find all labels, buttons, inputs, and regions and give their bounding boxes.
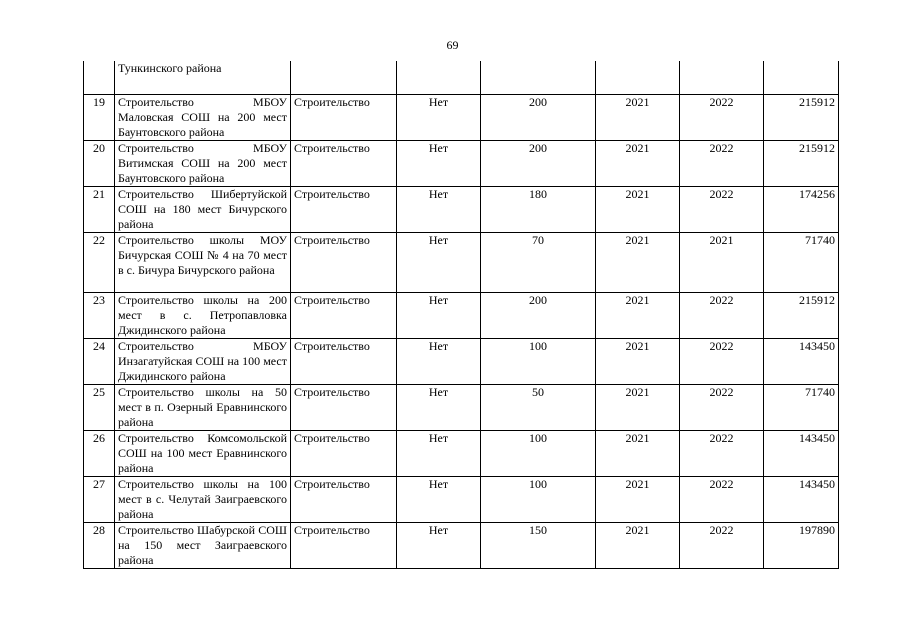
cell-capacity: 100 bbox=[481, 338, 596, 384]
cell-cost: 143450 bbox=[764, 338, 839, 384]
cell-name: Строительство школы МОУ Бичурская СОШ № 4 на 70 мест в с. Бичура Бичурского района bbox=[115, 232, 291, 292]
cell-end-year: 2022 bbox=[680, 292, 764, 338]
cell-start-year: 2021 bbox=[596, 476, 680, 522]
cell-start-year: 2021 bbox=[596, 186, 680, 232]
cell-flag bbox=[397, 61, 481, 94]
cell-start-year: 2021 bbox=[596, 384, 680, 430]
cell-name: Строительство МБОУ Витимская СОШ на 200 мест Баунтовского района bbox=[115, 140, 291, 186]
cell-num: 20 bbox=[84, 140, 115, 186]
cell-capacity: 50 bbox=[481, 384, 596, 430]
cell-end-year: 2022 bbox=[680, 338, 764, 384]
cell-flag: Нет bbox=[397, 430, 481, 476]
cell-end-year: 2021 bbox=[680, 232, 764, 292]
cell-cost: 143450 bbox=[764, 476, 839, 522]
cell-cost: 71740 bbox=[764, 384, 839, 430]
cell-flag: Нет bbox=[397, 384, 481, 430]
cell-num: 27 bbox=[84, 476, 115, 522]
cell-cost: 197890 bbox=[764, 522, 839, 568]
cell-capacity: 70 bbox=[481, 232, 596, 292]
cell-start-year bbox=[596, 61, 680, 94]
cell-type: Строительство bbox=[291, 186, 397, 232]
cell-cost bbox=[764, 61, 839, 94]
cell-capacity: 200 bbox=[481, 292, 596, 338]
table-row bbox=[84, 430, 839, 476]
cell-name: Строительство МБОУ Маловская СОШ на 200 мест Баунтовского района bbox=[115, 94, 291, 140]
cell-type: Строительство bbox=[291, 338, 397, 384]
cell-cost: 143450 bbox=[764, 430, 839, 476]
cell-end-year bbox=[680, 61, 764, 94]
cell-end-year: 2022 bbox=[680, 186, 764, 232]
cell-num: 21 bbox=[84, 186, 115, 232]
cell-cost: 215912 bbox=[764, 94, 839, 140]
cell-type bbox=[291, 61, 397, 94]
cell-start-year: 2021 bbox=[596, 94, 680, 140]
cell-name: Строительство школы на 100 мест в с. Челутай Заиграевского района bbox=[115, 476, 291, 522]
table-row bbox=[84, 94, 839, 140]
cell-capacity bbox=[481, 61, 596, 94]
cell-cost: 71740 bbox=[764, 232, 839, 292]
table-row bbox=[84, 232, 839, 292]
construction-table bbox=[83, 61, 839, 569]
table-row bbox=[84, 384, 839, 430]
table-row bbox=[84, 140, 839, 186]
cell-num: 28 bbox=[84, 522, 115, 568]
table-row-continuation bbox=[84, 61, 839, 94]
cell-type: Строительство bbox=[291, 476, 397, 522]
cell-type: Строительство bbox=[291, 430, 397, 476]
cell-name: Строительство школы на 200 мест в с. Петропавловка Джидинского района bbox=[115, 292, 291, 338]
cell-type: Строительство bbox=[291, 384, 397, 430]
cell-flag: Нет bbox=[397, 94, 481, 140]
cell-capacity: 150 bbox=[481, 522, 596, 568]
cell-start-year: 2021 bbox=[596, 232, 680, 292]
cell-name: Строительство МБОУ Инзагатуйская СОШ на 100 мест Джидинского района bbox=[115, 338, 291, 384]
cell-flag: Нет bbox=[397, 522, 481, 568]
cell-type: Строительство bbox=[291, 140, 397, 186]
cell-capacity: 100 bbox=[481, 476, 596, 522]
cell-type: Строительство bbox=[291, 292, 397, 338]
cell-num: 26 bbox=[84, 430, 115, 476]
table-row bbox=[84, 338, 839, 384]
cell-name: Строительство Шибертуйской СОШ на 180 мест Бичурского района bbox=[115, 186, 291, 232]
table-row bbox=[84, 292, 839, 338]
page-number: 69 bbox=[446, 38, 459, 52]
cell-cost: 215912 bbox=[764, 292, 839, 338]
cell-start-year: 2021 bbox=[596, 292, 680, 338]
cell-end-year: 2022 bbox=[680, 522, 764, 568]
cell-type: Строительство bbox=[291, 94, 397, 140]
cell-num: 22 bbox=[84, 232, 115, 292]
cell-end-year: 2022 bbox=[680, 140, 764, 186]
cell-num: 23 bbox=[84, 292, 115, 338]
cell-capacity: 180 bbox=[481, 186, 596, 232]
cell-type: Строительство bbox=[291, 522, 397, 568]
cell-start-year: 2021 bbox=[596, 338, 680, 384]
cell-num bbox=[84, 61, 115, 94]
cell-cost: 215912 bbox=[764, 140, 839, 186]
cell-type: Строительство bbox=[291, 232, 397, 292]
cell-name: Тункинского района bbox=[115, 61, 291, 94]
cell-capacity: 200 bbox=[481, 140, 596, 186]
cell-flag: Нет bbox=[397, 232, 481, 292]
cell-flag: Нет bbox=[397, 140, 481, 186]
cell-flag: Нет bbox=[397, 476, 481, 522]
cell-capacity: 100 bbox=[481, 430, 596, 476]
cell-capacity: 200 bbox=[481, 94, 596, 140]
cell-end-year: 2022 bbox=[680, 476, 764, 522]
cell-name: Строительство Шабурской СОШ на 150 мест Заиграевского района bbox=[115, 522, 291, 568]
cell-num: 19 bbox=[84, 94, 115, 140]
cell-start-year: 2021 bbox=[596, 430, 680, 476]
cell-name: Строительство школы на 50 мест в п. Озерный Еравнинского района bbox=[115, 384, 291, 430]
cell-num: 24 bbox=[84, 338, 115, 384]
cell-cost: 174256 bbox=[764, 186, 839, 232]
cell-num: 25 bbox=[84, 384, 115, 430]
cell-start-year: 2021 bbox=[596, 522, 680, 568]
cell-end-year: 2022 bbox=[680, 430, 764, 476]
cell-end-year: 2022 bbox=[680, 384, 764, 430]
cell-start-year: 2021 bbox=[596, 140, 680, 186]
cell-flag: Нет bbox=[397, 292, 481, 338]
table-row bbox=[84, 522, 839, 568]
table-row bbox=[84, 186, 839, 232]
cell-end-year: 2022 bbox=[680, 94, 764, 140]
cell-name: Строительство Комсомольской СОШ на 100 мест Еравнинского района bbox=[115, 430, 291, 476]
cell-flag: Нет bbox=[397, 186, 481, 232]
table-row bbox=[84, 476, 839, 522]
cell-flag: Нет bbox=[397, 338, 481, 384]
